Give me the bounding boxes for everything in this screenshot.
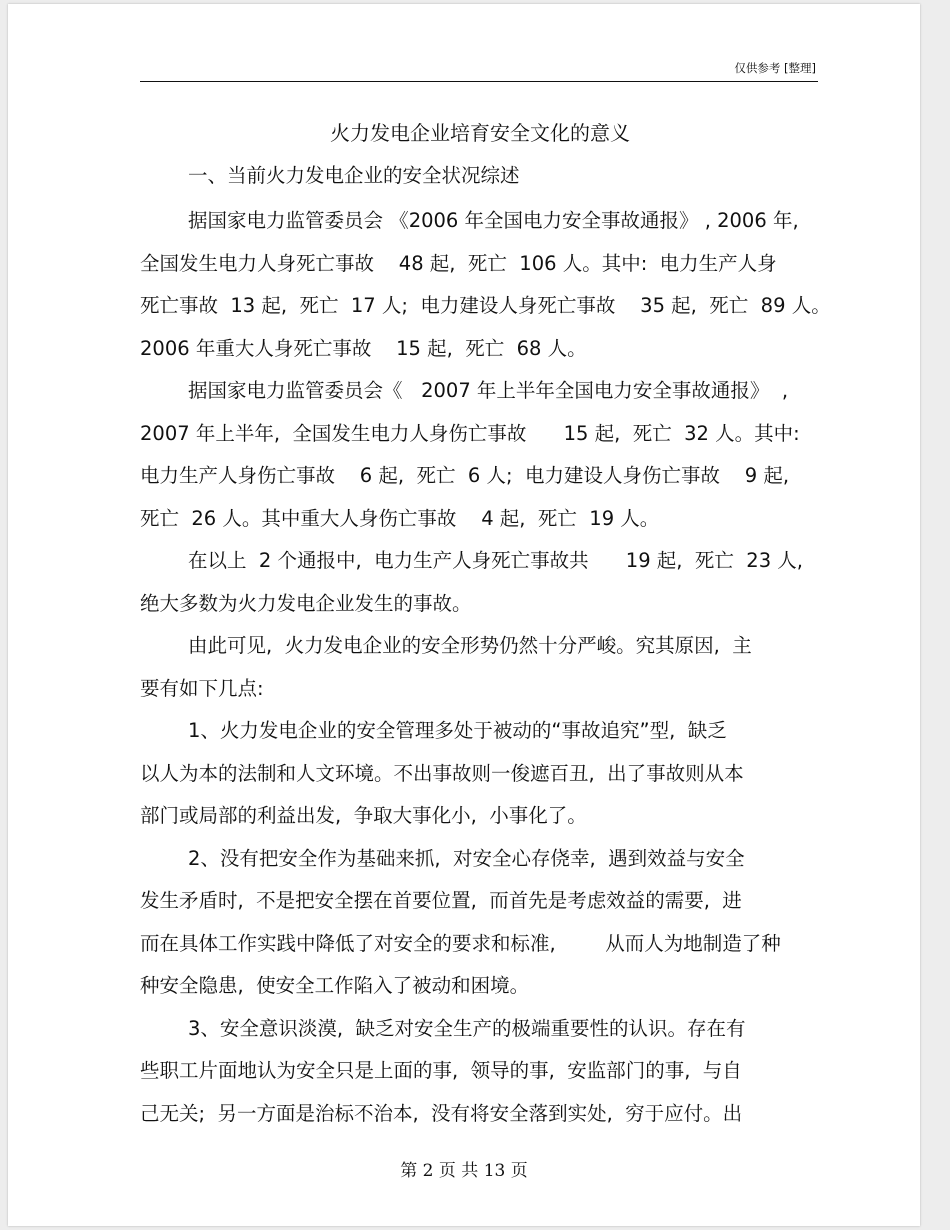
paragraph [140, 200, 831, 370]
header-label: 仅供参考 [整理] [734, 61, 816, 75]
paragraph [140, 625, 820, 710]
page-header [140, 55, 818, 82]
paragraph-line: 要有如下几点: [140, 676, 264, 700]
paragraph [140, 1008, 820, 1136]
paragraph [140, 370, 820, 540]
paragraph-line: 发生矛盾时, 不是把安全摆在首要位置, 而首先是考虑效益的需要, 进 [140, 889, 742, 912]
paragraph-line: 电力生产人身伤亡事故 6 起, 死亡 6 人; 电力建设人身伤亡事故 9 起, [140, 464, 790, 487]
paragraph-line: 己无关; 另一方面是治标不治本, 没有将安全落到实处, 穷于应付。出 [140, 1101, 743, 1125]
paragraph-line: 据国家电力监管委员会《 2007 年上半年全国电力安全事故通报》 , [188, 379, 789, 402]
document-title: 火力发电企业培育安全文化的意义 [330, 121, 630, 145]
paragraph [140, 540, 820, 625]
document-page [8, 4, 920, 1226]
paragraph-line: 在以上 2 个通报中, 电力生产人身死亡事故共 19 起, 死亡 23 人, [188, 549, 804, 572]
paragraph-line: 3、安全意识淡漠, 缺乏对安全生产的极端重要性的认识。存在有 [188, 1016, 746, 1040]
paragraph-line: 死亡 26 人。其中重大人身伤亡事故 4 起, 死亡 19 人。 [140, 506, 660, 530]
page-footer: 第 2 页 共 13 页 [400, 1161, 528, 1181]
paragraph-line: 全国发生电力人身死亡事故 48 起, 死亡 106 人。其中: 电力生产人身 [140, 251, 777, 275]
paragraph-line: 以人为本的法制和人文环境。不出事故则一俊遮百丑, 出了事故则从本 [140, 761, 744, 785]
paragraph-line: 据国家电力监管委员会 《2006 年全国电力安全事故通报》 , 2006 年, [188, 209, 799, 232]
paragraph-line: 死亡事故 13 起, 死亡 17 人; 电力建设人身死亡事故 35 起, 死亡 89 人。 [140, 294, 831, 317]
paragraph-line: 而在具体工作实践中降低了对安全的要求和标准, 从而人为地制造了种 [140, 931, 781, 955]
paragraph-line: 2006 年重大人身死亡事故 15 起, 死亡 68 人。 [140, 336, 587, 360]
document-body [140, 116, 831, 1135]
paragraph-line: 绝大多数为火力发电企业发生的事故。 [140, 591, 472, 615]
paragraph-line: 部门或局部的利益出发, 争取大事化小, 小事化了。 [140, 804, 587, 827]
paragraph-line: 些职工片面地认为安全只是上面的事, 领导的事, 安监部门的事, 与自 [140, 1059, 742, 1082]
section-heading: 一、当前火力发电企业的安全状况综述 [188, 164, 520, 187]
paragraph-line: 2、没有把安全作为基础来抓, 对安全心存侥幸, 遇到效益与安全 [188, 846, 745, 870]
paragraph-line: 由此可见, 火力发电企业的安全形势仍然十分严峻。究其原因, 主 [188, 634, 752, 657]
paragraph [140, 838, 820, 1008]
paragraph-line: 2007 年上半年, 全国发生电力人身伤亡事故 15 起, 死亡 32 人。其中: [140, 421, 800, 445]
paragraph [140, 710, 820, 838]
paragraph-line: 种安全隐患, 使安全工作陷入了被动和困境。 [140, 974, 530, 997]
paragraph-line: 1、火力发电企业的安全管理多处于被动的“事故追究”型, 缺乏 [188, 719, 727, 742]
